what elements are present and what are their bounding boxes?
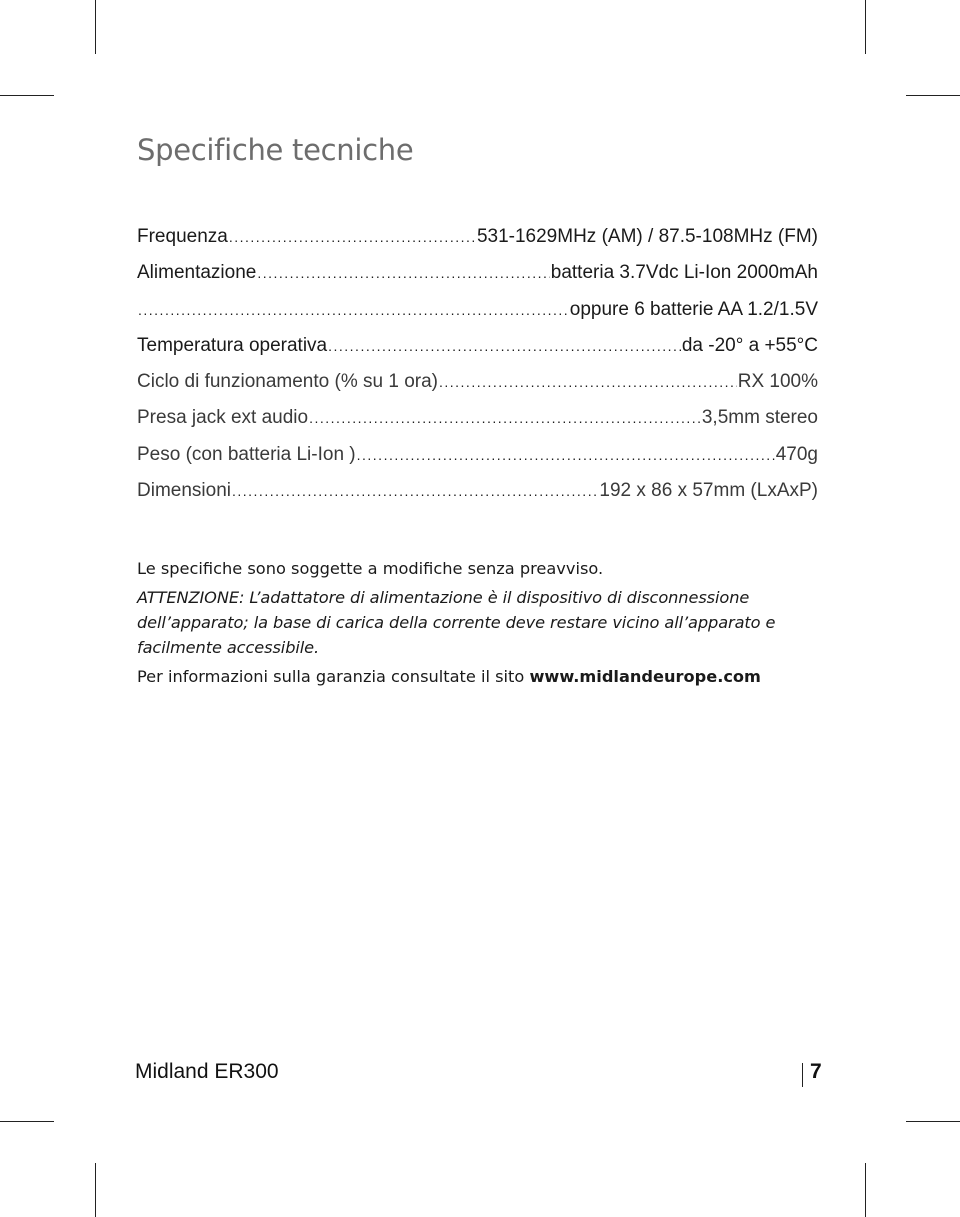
leader-dots (229, 224, 476, 250)
crop-mark (865, 0, 866, 54)
leader-dots (232, 478, 598, 504)
leader-dots (357, 442, 775, 468)
spec-value: da -20° a +55°C (681, 334, 818, 356)
page-title: Specifiche tecniche (137, 133, 414, 167)
spec-row-temperature (137, 333, 818, 369)
spec-list (137, 224, 818, 514)
spec-row-duty-cycle (137, 369, 818, 405)
spec-value: oppure 6 batterie AA 1.2/1.5V (569, 298, 818, 320)
spec-row-audio-jack (137, 405, 818, 441)
spec-value: 470g (775, 443, 818, 465)
leader-dots (439, 369, 737, 395)
warranty-label: Per informazioni sulla garanzia consultate il sito (137, 667, 530, 686)
spec-label: Alimentazione (137, 262, 257, 284)
spec-label: Ciclo di funzionamento (% su 1 ora) (137, 371, 438, 393)
spec-row-dimensions (137, 478, 818, 514)
crop-mark (906, 1121, 960, 1122)
spec-label: Presa jack ext audio (137, 407, 309, 429)
leader-dots (138, 297, 569, 323)
crop-mark (95, 1163, 96, 1217)
footer-divider (802, 1063, 803, 1087)
spec-value: 3,5mm stereo (701, 407, 818, 429)
spec-row-frequency (137, 224, 818, 260)
notes-section (137, 557, 823, 689)
spec-value: batteria 3.7Vdc Li-Ion 2000mAh (550, 262, 818, 284)
leader-dots (257, 260, 549, 286)
spec-label: Frequenza (137, 226, 228, 247)
spec-row-weight (137, 442, 818, 478)
page-number: 7 (810, 1060, 822, 1083)
crop-mark (865, 1163, 866, 1217)
crop-mark (0, 1121, 54, 1122)
spec-label: Dimensioni (137, 480, 231, 502)
warranty-text (137, 665, 823, 689)
crop-mark (906, 95, 960, 96)
crop-mark (95, 0, 96, 54)
warranty-site-link[interactable]: www.midlandeurope.com (529, 667, 761, 686)
spec-label: Peso (con batteria Li-Ion ) (137, 443, 356, 465)
crop-mark (0, 95, 54, 96)
spec-label: Temperatura operativa (137, 334, 328, 356)
leader-dots (328, 333, 681, 359)
spec-value: RX 100% (737, 371, 818, 393)
spec-row-power-alt (137, 297, 818, 333)
spec-value: 531-1629MHz (AM) / 87.5-108MHz (FM) (476, 226, 818, 247)
footer-brand: Midland ER300 (135, 1060, 279, 1083)
spec-value: 192 x 86 x 57mm (LxAxP) (599, 480, 818, 502)
disclaimer-text: Le specifiche sono soggette a modifiche senza preavviso. (137, 559, 604, 578)
warning-text: ATTENZIONE: L’adattatore di alimentazione è il dispositivo di disconnessione dell’apparato; la base di carica della corrente deve restare vicino all’apparato e facilmente accessibile. (137, 588, 776, 657)
spec-row-power (137, 260, 818, 296)
leader-dots (309, 405, 701, 431)
